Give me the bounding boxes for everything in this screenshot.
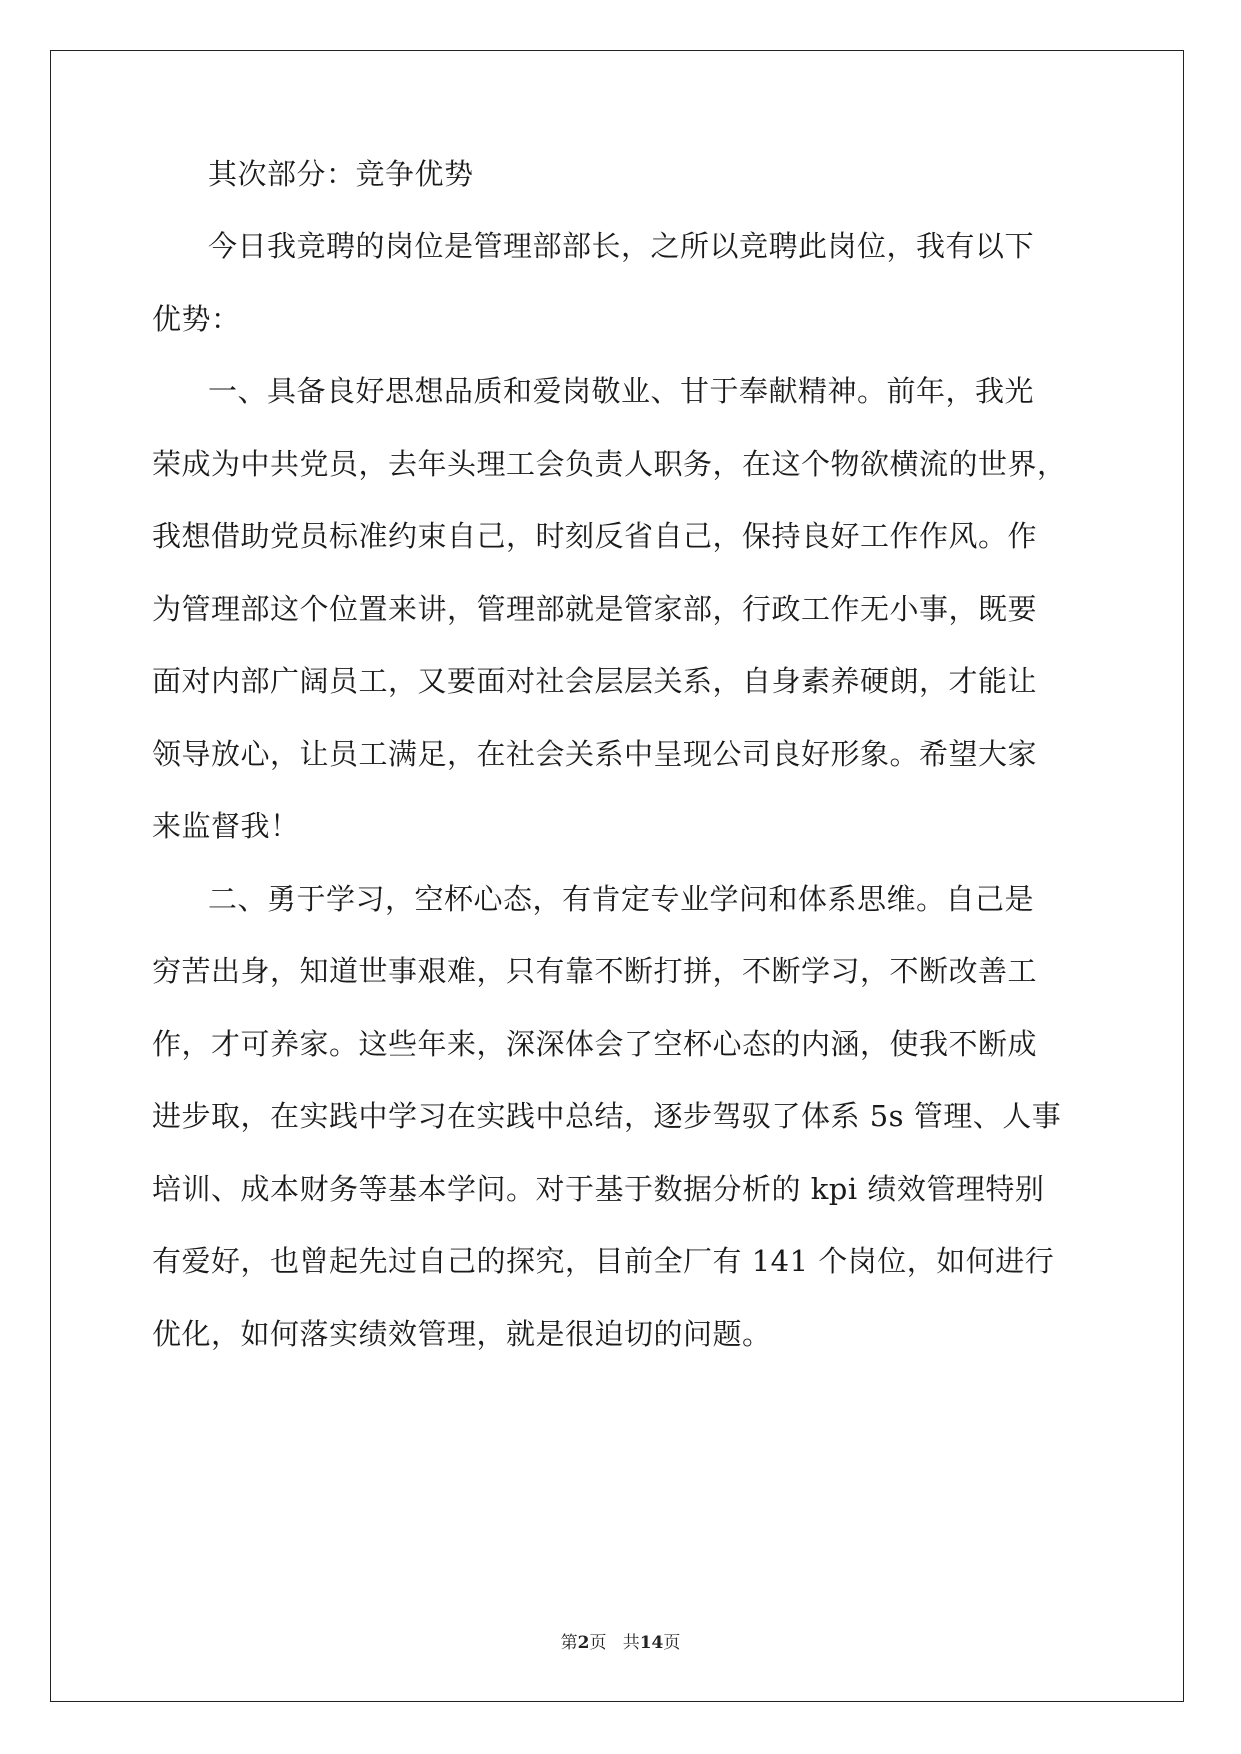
page-number: 2: [577, 1633, 590, 1653]
section-heading: 其次部分：竞争优势: [208, 157, 474, 191]
paragraph-line: 进步取，在实践中学习在实践中总结，逐步驾驭了体系 5s 管理、人事: [152, 1099, 1062, 1133]
paragraph-line: 我想借助党员标准约束自己，时刻反省自己，保持良好工作作风。作: [152, 519, 1038, 553]
paragraph-line: 二、勇于学习，空杯心态，有肯定专业学问和体系思维。自己是: [208, 882, 1035, 916]
footer-total-unit: 页: [663, 1633, 681, 1653]
paragraph-line: 作，才可养家。这些年来，深深体会了空杯心态的内涵，使我不断成: [152, 1027, 1038, 1061]
paragraph-line: 穷苦出身，知道世事艰难，只有靠不断打拼，不断学习，不断改善工: [152, 954, 1038, 988]
paragraph-line: 培训、成本财务等基本学问。对于基于数据分析的 kpi 绩效管理特别: [152, 1172, 1045, 1206]
paragraph-line: 荣成为中共党员，去年头理工会负责人职务，在这个物欲横流的世界，: [152, 447, 1067, 481]
paragraph-line: 优化，如何落实绩效管理，就是很迫切的问题。: [152, 1317, 772, 1351]
paragraph-line: 优势：: [152, 302, 241, 336]
total-pages: 14: [639, 1633, 664, 1653]
footer-prefix: 第: [560, 1633, 578, 1653]
paragraph-line: 一、具备良好思想品质和爱岗敬业、甘于奉献精神。前年，我光: [208, 374, 1035, 408]
page-footer: [0, 1628, 1241, 1653]
paragraph-line: 有爱好，也曾起先过自己的探究，目前全厂有 141 个岗位，如何进行: [152, 1244, 1055, 1278]
paragraph-line: 领导放心，让员工满足，在社会关系中呈现公司良好形象。希望大家: [152, 737, 1038, 771]
paragraph-line: 面对内部广阔员工，又要面对社会层层关系，自身素养硬朗，才能让: [152, 664, 1038, 698]
page-border: [50, 50, 1184, 1702]
footer-page-unit: 页: [589, 1633, 607, 1653]
paragraph-line: 为管理部这个位置来讲，管理部就是管家部，行政工作无小事，既要: [152, 592, 1038, 626]
paragraph-line: 今日我竞聘的岗位是管理部部长，之所以竞聘此岗位，我有以下: [208, 229, 1035, 263]
paragraph-line: 来监督我！: [152, 809, 300, 843]
footer-total-prefix: 共: [622, 1633, 640, 1653]
